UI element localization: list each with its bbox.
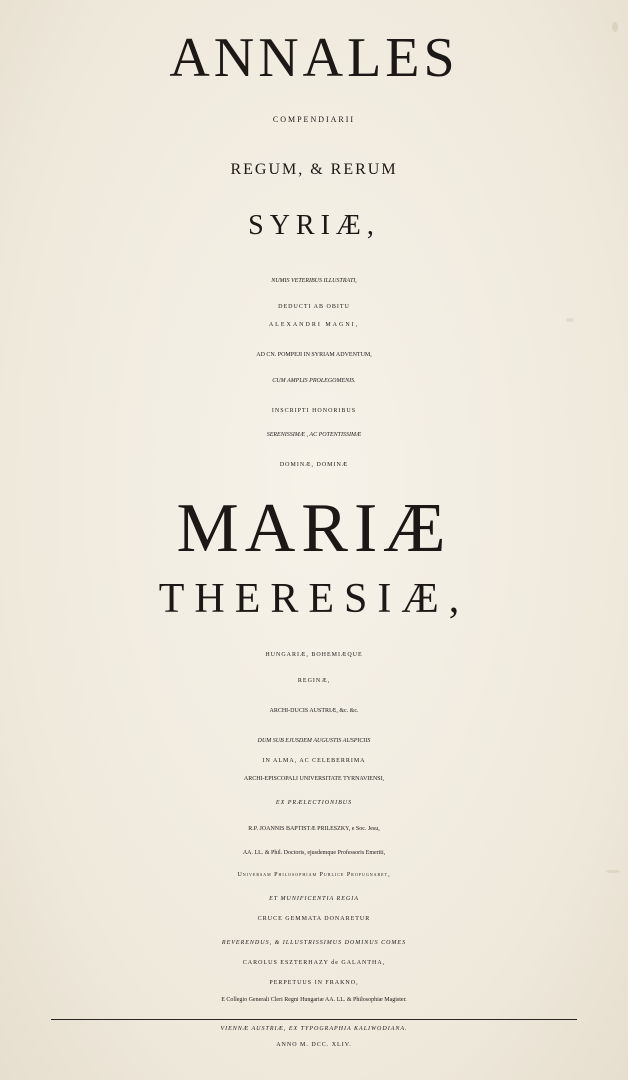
- event-praelectionibus: EX PRÆLECTIONIBUS: [275, 800, 353, 806]
- respondent-carolus: CAROLUS ESZTERHAZY de GALANTHA,: [242, 960, 386, 966]
- respondent-frakno: PERPETUUS IN FRAKNO,: [269, 980, 359, 986]
- event-in-alma: IN ALMA, AC CELEBERRIMA: [262, 758, 366, 764]
- imprint-vienna: VIENNÆ AUSTRIÆ, EX TYPOGRAPHIA KALIWODIANA.: [220, 1026, 408, 1032]
- respondent-collegio: E Collegio Generali Cleri Regni Hungariæ AA. LL. & Philosophiæ Magister.: [221, 997, 407, 1003]
- title-compendiarii: COMPENDIARII: [272, 115, 356, 124]
- title-syriae: SYRIÆ,: [248, 210, 380, 241]
- author-prileszky: R.P. JOANNIS BAPTISTÆ PRILESZKY, e Soc. Jesu,: [248, 826, 380, 832]
- foxing-spot: [612, 22, 618, 32]
- event-cruce-gemmata: CRUCE GEMMATA DONARETUR: [257, 916, 371, 922]
- event-propugnaret: Universam Philosophiam Publice Propugnaret,: [237, 872, 391, 878]
- subtitle-pompeji: AD CN. POMPEJI IN SYRIAM ADVENTUM,: [256, 352, 372, 358]
- foxing-spot: [566, 318, 574, 322]
- dedication-inscripti: INSCRIPTI HONORIBUS: [271, 408, 357, 414]
- title-annales: ANNALES: [169, 27, 459, 89]
- event-dum-sub: DUM SUB EJUSDEM AUGUSTIS AUSPICIIS: [257, 738, 371, 744]
- title-hungariae: HUNGARIÆ, BOHEMIÆQUE: [265, 652, 363, 658]
- subtitle-numis: NUMIS VETERIBUS ILLUSTRATI,: [271, 278, 357, 284]
- title-regum-rerum: REGUM, & RERUM: [230, 161, 398, 178]
- imprint-rule: [51, 1019, 577, 1020]
- name-mariae: MARIÆ: [176, 490, 452, 567]
- foxing-spot: [606, 870, 620, 873]
- subtitle-prolegomenis: CUM AMPLIS PROLEGOMENIS.: [272, 378, 356, 384]
- title-archiducis: ARCHI-DUCIS AUSTRIÆ, &c. &c.: [269, 708, 359, 714]
- subtitle-deducti: DEDUCTI AB OBITU: [278, 304, 350, 310]
- event-universitate: ARCHI-EPISCOPALI UNIVERSITATE TYRNAVIENSI,: [243, 776, 385, 782]
- imprint-anno: ANNO M. DCC. XLIV.: [276, 1042, 352, 1048]
- subtitle-alexandri: ALEXANDRI MAGNI,: [268, 322, 360, 328]
- dedication-serenissimae: SERENISSIMÆ , AC POTENTISSIMÆ: [266, 432, 362, 438]
- name-theresiae: THERESIÆ,: [158, 576, 470, 622]
- author-doctoris: AA. LL. & Phil. Doctoris, ejusdemque Professoris Emeriti,: [242, 850, 386, 856]
- respondent-reverendus: REVERENDUS, & ILLUSTRISSIMUS DOMINUS COMES: [221, 940, 407, 946]
- title-reginae: REGINÆ,: [297, 678, 331, 684]
- event-munificentia: ET MUNIFICENTIA REGIA: [269, 896, 359, 902]
- dedication-dominae: DOMINÆ, DOMINÆ: [279, 462, 349, 468]
